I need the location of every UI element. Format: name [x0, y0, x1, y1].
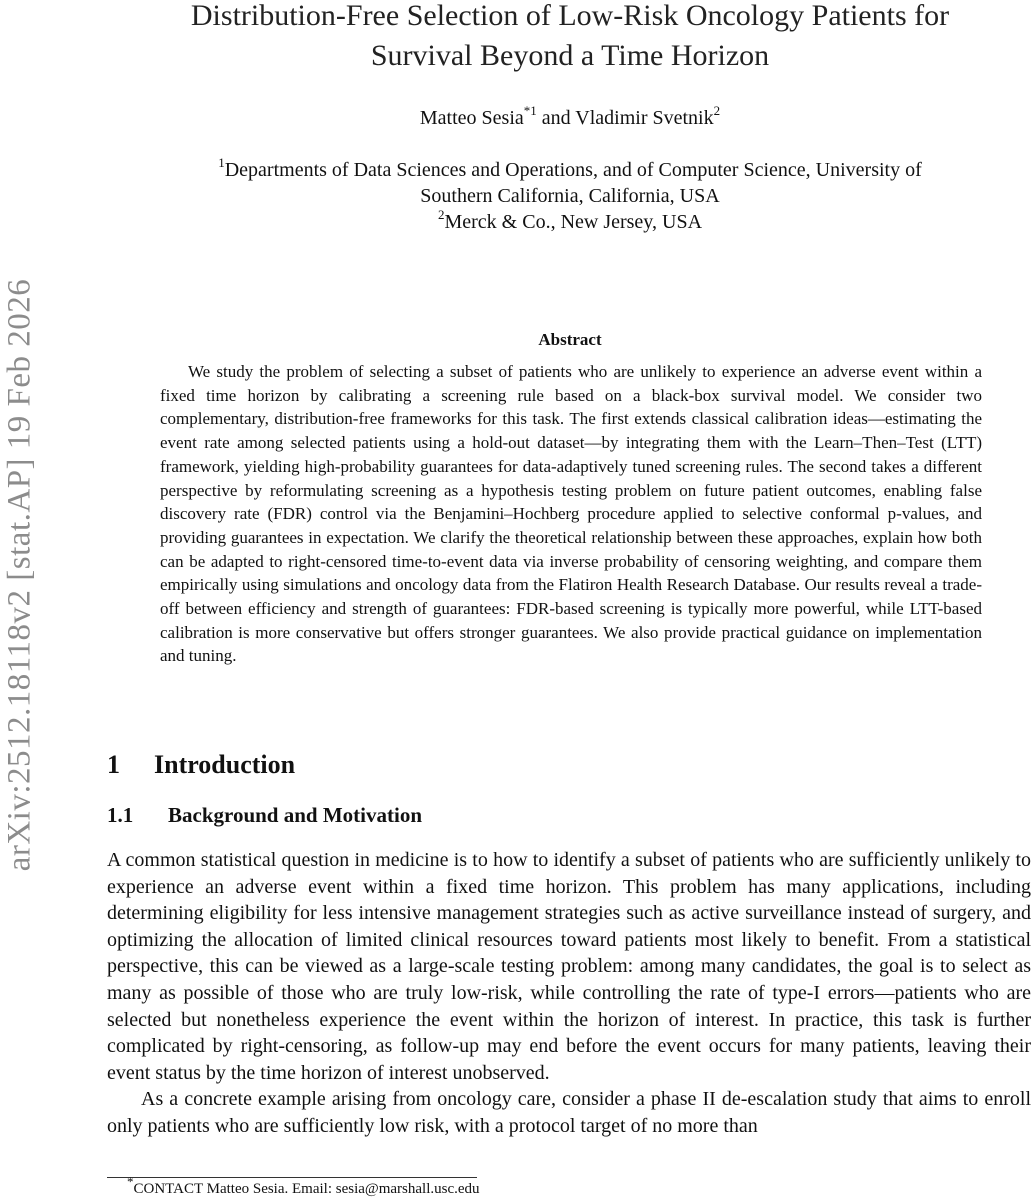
affiliation-2-mark: 2 [437, 207, 445, 223]
affiliation-2 [110, 209, 1030, 235]
footnote-text: CONTACT Matteo Sesia. Email: sesia@marshall.usc.edu [133, 1181, 480, 1197]
author-2-marks: 2 [713, 103, 721, 119]
section-title: Introduction [154, 750, 296, 779]
footnote [127, 1174, 480, 1198]
author-conjunction: and [536, 107, 576, 129]
footnote-rule [107, 1177, 477, 1178]
subsection-heading-background [107, 803, 422, 828]
paragraph-1: A common statistical question in medicine is to how to identify a subset of patients who are sufficiently unlikely to experience an adverse event within a fixed time horizon. This problem has many applications, including determining eligibility for less intensive management strategies such as active surveillance instead of surgery, and optimizing the allocation of limited clinical resources toward patients most likely to benefit. From a statistical perspective, this can be viewed as a large-scale testing problem: among many candidates, the goal is to select as many as possible of those who are truly low-risk, while controlling the rate of type-I errors—patients who are selected but nonetheless experience the event within the horizon of interest. In practice, this task is further complicated by right-censoring, as follow-up may end before the event occurs for many patients, leaving their event status by the time horizon of interest unobserved. [107, 849, 1031, 1084]
affiliations [110, 157, 1030, 235]
section-number: 1 [107, 750, 120, 779]
authors [120, 103, 1020, 130]
paper-title [120, 0, 1020, 76]
abstract-heading: Abstract [538, 330, 602, 349]
arxiv-stamp [0, 0, 40, 1200]
footnote-mark: * [127, 1174, 134, 1189]
subsection-title: Background and Motivation [168, 803, 422, 827]
body-text [107, 847, 1031, 1140]
affiliation-2-text: Merck & Co., New Jersey, USA [444, 211, 703, 233]
arxiv-id[interactable]: arXiv:2512.18118v2 [stat.AP] 19 Feb 2026 [1, 278, 38, 872]
author-1: Matteo Sesia [419, 107, 524, 129]
author-1-marks: *1 [523, 103, 537, 119]
section-heading-introduction [107, 750, 295, 780]
subsection-number: 1.1 [107, 803, 134, 827]
title-line-1: Distribution-Free Selection of Low-Risk Oncology Patients for [190, 0, 950, 32]
affiliation-1-mark: 1 [218, 155, 225, 171]
title-line-2: Survival Beyond a Time Horizon [370, 39, 770, 72]
abstract-text: We study the problem of selecting a subset of patients who are unlikely to experience an adverse event within a fixed time horizon by calibrating a screening rule based on a black-box survival model. We consider two complementary, distribution-free frameworks for this task. The first extends classical calibration ideas—estimating the event rate among selected patients using a hold-out dataset—by integrating them with the Learn–Then–Test (LTT) framework, yielding high-probability guarantees for data-adaptively tuned screening rules. The second takes a different perspective by reformulating screening as a hypothesis testing problem on future patient outcomes, enabling false discovery rate (FDR) control via the Benjamini–Hochberg procedure applied to selective conformal p-values, and providing guarantees in expectation. We clarify the theoretical relationship between these approaches, explain how both can be adapted to right-censored time-to-event data via inverse probability of censoring weighting, and compare them empirically using simulations and oncology data from the Flatiron Health Research Database. Our results reveal a trade-off between efficiency and strength of guarantees: FDR-based screening is typically more powerful, while LTT-based calibration is more conservative but offers stronger guarantees. We also provide practical guidance on implementation and tuning. [160, 362, 982, 666]
paragraph-2: As a concrete example arising from oncology care, consider a phase II de-escalation study that aims to enroll only patients who are sufficiently low risk, with a protocol target of no more than [107, 1088, 1031, 1137]
affiliation-1-line-1: Departments of Data Sciences and Operations, and of Computer Science, University of [224, 159, 922, 181]
author-2: Vladimir Svetnik [575, 107, 714, 129]
affiliation-1 [110, 157, 1030, 183]
affiliation-1-line-2: Southern California, California, USA [420, 185, 720, 207]
